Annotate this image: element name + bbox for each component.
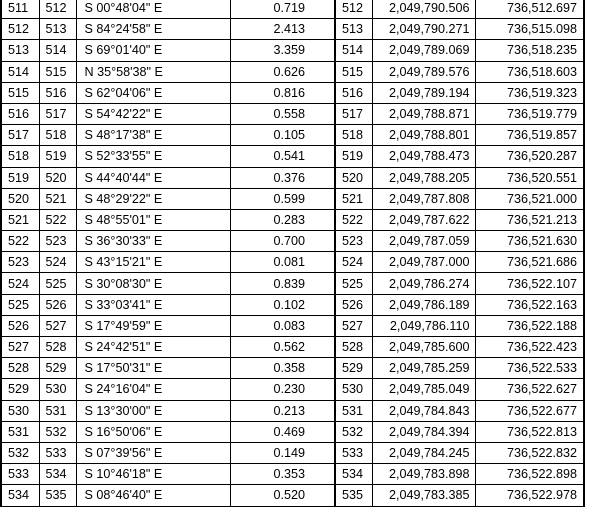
point-number-cell: 532 <box>335 421 372 442</box>
to-station-cell: 525 <box>39 273 76 294</box>
table-row <box>1 231 584 252</box>
northing-cell: 2,049,786.110 <box>372 315 475 336</box>
from-station-cell: 512 <box>1 19 39 40</box>
easting-cell: 736,521.000 <box>475 188 584 209</box>
to-station-cell: 515 <box>39 61 76 82</box>
point-number-cell: 534 <box>335 464 372 485</box>
from-station-cell: 517 <box>1 125 39 146</box>
table-row <box>1 294 584 315</box>
survey-table-body <box>1 0 584 506</box>
from-station-cell: 514 <box>1 61 39 82</box>
table-row <box>1 103 584 124</box>
point-number-cell: 533 <box>335 442 372 463</box>
easting-cell: 736,522.627 <box>475 379 584 400</box>
bearing-cell: S 10°46'18" E <box>76 464 230 485</box>
easting-cell: 736,521.630 <box>475 231 584 252</box>
from-station-cell: 518 <box>1 146 39 167</box>
from-station-cell: 513 <box>1 40 39 61</box>
bearing-cell: S 13°30'00" E <box>76 400 230 421</box>
bearing-cell: S 36°30'33" E <box>76 231 230 252</box>
distance-cell: 0.353 <box>230 464 335 485</box>
to-station-cell: 529 <box>39 358 76 379</box>
distance-cell: 0.626 <box>230 61 335 82</box>
easting-cell: 736,519.779 <box>475 103 584 124</box>
distance-cell: 0.083 <box>230 315 335 336</box>
point-number-cell: 527 <box>335 315 372 336</box>
distance-cell: 0.562 <box>230 337 335 358</box>
to-station-cell: 517 <box>39 103 76 124</box>
bearing-cell: S 48°55'01" E <box>76 209 230 230</box>
northing-cell: 2,049,790.271 <box>372 19 475 40</box>
easting-cell: 736,518.603 <box>475 61 584 82</box>
distance-cell: 0.839 <box>230 273 335 294</box>
easting-cell: 736,522.898 <box>475 464 584 485</box>
table-row <box>1 442 584 463</box>
easting-cell: 736,522.163 <box>475 294 584 315</box>
distance-cell: 0.376 <box>230 167 335 188</box>
bearing-cell: S 43°15'21" E <box>76 252 230 273</box>
to-station-cell: 535 <box>39 485 76 506</box>
easting-cell: 736,522.813 <box>475 421 584 442</box>
from-station-cell: 525 <box>1 294 39 315</box>
point-number-cell: 530 <box>335 379 372 400</box>
distance-cell: 0.700 <box>230 231 335 252</box>
point-number-cell: 514 <box>335 40 372 61</box>
table-row <box>1 379 584 400</box>
distance-cell: 3.359 <box>230 40 335 61</box>
to-station-cell: 519 <box>39 146 76 167</box>
bearing-cell: S 33°03'41" E <box>76 294 230 315</box>
from-station-cell: 530 <box>1 400 39 421</box>
bearing-cell: S 08°46'40" E <box>76 485 230 506</box>
northing-cell: 2,049,783.898 <box>372 464 475 485</box>
point-number-cell: 517 <box>335 103 372 124</box>
to-station-cell: 512 <box>39 0 76 19</box>
distance-cell: 0.599 <box>230 188 335 209</box>
easting-cell: 736,520.551 <box>475 167 584 188</box>
northing-cell: 2,049,786.274 <box>372 273 475 294</box>
distance-cell: 0.358 <box>230 358 335 379</box>
table-row <box>1 167 584 188</box>
table-row <box>1 358 584 379</box>
northing-cell: 2,049,788.205 <box>372 167 475 188</box>
from-station-cell: 520 <box>1 188 39 209</box>
easting-cell: 736,522.423 <box>475 337 584 358</box>
table-row <box>1 485 584 506</box>
distance-cell: 0.213 <box>230 400 335 421</box>
from-station-cell: 519 <box>1 167 39 188</box>
easting-cell: 736,522.677 <box>475 400 584 421</box>
distance-cell: 0.283 <box>230 209 335 230</box>
to-station-cell: 527 <box>39 315 76 336</box>
table-row <box>1 315 584 336</box>
to-station-cell: 513 <box>39 19 76 40</box>
easting-cell: 736,522.533 <box>475 358 584 379</box>
northing-cell: 2,049,789.576 <box>372 61 475 82</box>
northing-cell: 2,049,789.069 <box>372 40 475 61</box>
northing-cell: 2,049,785.049 <box>372 379 475 400</box>
point-number-cell: 522 <box>335 209 372 230</box>
point-number-cell: 519 <box>335 146 372 167</box>
northing-cell: 2,049,789.194 <box>372 82 475 103</box>
northing-cell: 2,049,785.600 <box>372 337 475 358</box>
distance-cell: 0.520 <box>230 485 335 506</box>
distance-cell: 2.413 <box>230 19 335 40</box>
northing-cell: 2,049,784.245 <box>372 442 475 463</box>
to-station-cell: 526 <box>39 294 76 315</box>
from-station-cell: 533 <box>1 464 39 485</box>
easting-cell: 736,521.213 <box>475 209 584 230</box>
to-station-cell: 523 <box>39 231 76 252</box>
point-number-cell: 528 <box>335 337 372 358</box>
easting-cell: 736,512.697 <box>475 0 584 19</box>
bearing-cell: S 48°29'22" E <box>76 188 230 209</box>
from-station-cell: 515 <box>1 82 39 103</box>
easting-cell: 736,522.978 <box>475 485 584 506</box>
table-row <box>1 421 584 442</box>
point-number-cell: 526 <box>335 294 372 315</box>
easting-cell: 736,518.235 <box>475 40 584 61</box>
to-station-cell: 531 <box>39 400 76 421</box>
table-row <box>1 19 584 40</box>
point-number-cell: 524 <box>335 252 372 273</box>
easting-cell: 736,519.857 <box>475 125 584 146</box>
to-station-cell: 533 <box>39 442 76 463</box>
to-station-cell: 524 <box>39 252 76 273</box>
bearing-cell: S 69°01'40" E <box>76 40 230 61</box>
distance-cell: 0.719 <box>230 0 335 19</box>
point-number-cell: 515 <box>335 61 372 82</box>
northing-cell: 2,049,788.801 <box>372 125 475 146</box>
easting-cell: 736,522.832 <box>475 442 584 463</box>
from-station-cell: 524 <box>1 273 39 294</box>
bearing-cell: S 48°17'38" E <box>76 125 230 146</box>
table-row <box>1 400 584 421</box>
easting-cell: 736,515.098 <box>475 19 584 40</box>
bearing-cell: N 35°58'38" E <box>76 61 230 82</box>
northing-cell: 2,049,786.189 <box>372 294 475 315</box>
northing-cell: 2,049,787.000 <box>372 252 475 273</box>
northing-cell: 2,049,788.473 <box>372 146 475 167</box>
point-number-cell: 513 <box>335 19 372 40</box>
to-station-cell: 521 <box>39 188 76 209</box>
table-row <box>1 252 584 273</box>
bearing-cell: S 52°33'55" E <box>76 146 230 167</box>
table-row <box>1 0 584 19</box>
from-station-cell: 531 <box>1 421 39 442</box>
from-station-cell: 529 <box>1 379 39 400</box>
from-station-cell: 532 <box>1 442 39 463</box>
point-number-cell: 523 <box>335 231 372 252</box>
distance-cell: 0.230 <box>230 379 335 400</box>
from-station-cell: 521 <box>1 209 39 230</box>
to-station-cell: 530 <box>39 379 76 400</box>
point-number-cell: 535 <box>335 485 372 506</box>
table-row <box>1 146 584 167</box>
point-number-cell: 525 <box>335 273 372 294</box>
distance-cell: 0.102 <box>230 294 335 315</box>
table-row <box>1 209 584 230</box>
easting-cell: 736,521.686 <box>475 252 584 273</box>
distance-cell: 0.469 <box>230 421 335 442</box>
northing-cell: 2,049,787.059 <box>372 231 475 252</box>
easting-cell: 736,520.287 <box>475 146 584 167</box>
easting-cell: 736,519.323 <box>475 82 584 103</box>
distance-cell: 0.149 <box>230 442 335 463</box>
from-station-cell: 523 <box>1 252 39 273</box>
from-station-cell: 516 <box>1 103 39 124</box>
northing-cell: 2,049,787.622 <box>372 209 475 230</box>
from-station-cell: 528 <box>1 358 39 379</box>
point-number-cell: 531 <box>335 400 372 421</box>
from-station-cell: 527 <box>1 337 39 358</box>
to-station-cell: 528 <box>39 337 76 358</box>
table-row <box>1 61 584 82</box>
bearing-cell: S 44°40'44" E <box>76 167 230 188</box>
from-station-cell: 534 <box>1 485 39 506</box>
bearing-cell: S 07°39'56" E <box>76 442 230 463</box>
table-row <box>1 40 584 61</box>
northing-cell: 2,049,788.871 <box>372 103 475 124</box>
easting-cell: 736,522.107 <box>475 273 584 294</box>
point-number-cell: 516 <box>335 82 372 103</box>
from-station-cell: 526 <box>1 315 39 336</box>
bearing-cell: S 17°50'31" E <box>76 358 230 379</box>
table-row <box>1 464 584 485</box>
bearing-cell: S 24°42'51" E <box>76 337 230 358</box>
to-station-cell: 514 <box>39 40 76 61</box>
distance-cell: 0.541 <box>230 146 335 167</box>
easting-cell: 736,522.188 <box>475 315 584 336</box>
point-number-cell: 518 <box>335 125 372 146</box>
northing-cell: 2,049,790.506 <box>372 0 475 19</box>
point-number-cell: 529 <box>335 358 372 379</box>
table-row <box>1 273 584 294</box>
bearing-cell: S 17°49'59" E <box>76 315 230 336</box>
to-station-cell: 534 <box>39 464 76 485</box>
to-station-cell: 516 <box>39 82 76 103</box>
from-station-cell: 522 <box>1 231 39 252</box>
northing-cell: 2,049,785.259 <box>372 358 475 379</box>
bearing-cell: S 84°24'58" E <box>76 19 230 40</box>
table-row <box>1 337 584 358</box>
point-number-cell: 521 <box>335 188 372 209</box>
northing-cell: 2,049,784.843 <box>372 400 475 421</box>
distance-cell: 0.105 <box>230 125 335 146</box>
bearing-cell: S 16°50'06" E <box>76 421 230 442</box>
table-row <box>1 188 584 209</box>
bearing-cell: S 00°48'04" E <box>76 0 230 19</box>
table-row <box>1 82 584 103</box>
northing-cell: 2,049,787.808 <box>372 188 475 209</box>
northing-cell: 2,049,783.385 <box>372 485 475 506</box>
to-station-cell: 518 <box>39 125 76 146</box>
to-station-cell: 520 <box>39 167 76 188</box>
bearing-cell: S 30°08'30" E <box>76 273 230 294</box>
distance-cell: 0.558 <box>230 103 335 124</box>
bearing-cell: S 54°42'22" E <box>76 103 230 124</box>
distance-cell: 0.081 <box>230 252 335 273</box>
from-station-cell: 511 <box>1 0 39 19</box>
to-station-cell: 532 <box>39 421 76 442</box>
point-number-cell: 512 <box>335 0 372 19</box>
northing-cell: 2,049,784.394 <box>372 421 475 442</box>
bearing-cell: S 24°16'04" E <box>76 379 230 400</box>
table-row <box>1 125 584 146</box>
distance-cell: 0.816 <box>230 82 335 103</box>
point-number-cell: 520 <box>335 167 372 188</box>
to-station-cell: 522 <box>39 209 76 230</box>
bearing-cell: S 62°04'06" E <box>76 82 230 103</box>
